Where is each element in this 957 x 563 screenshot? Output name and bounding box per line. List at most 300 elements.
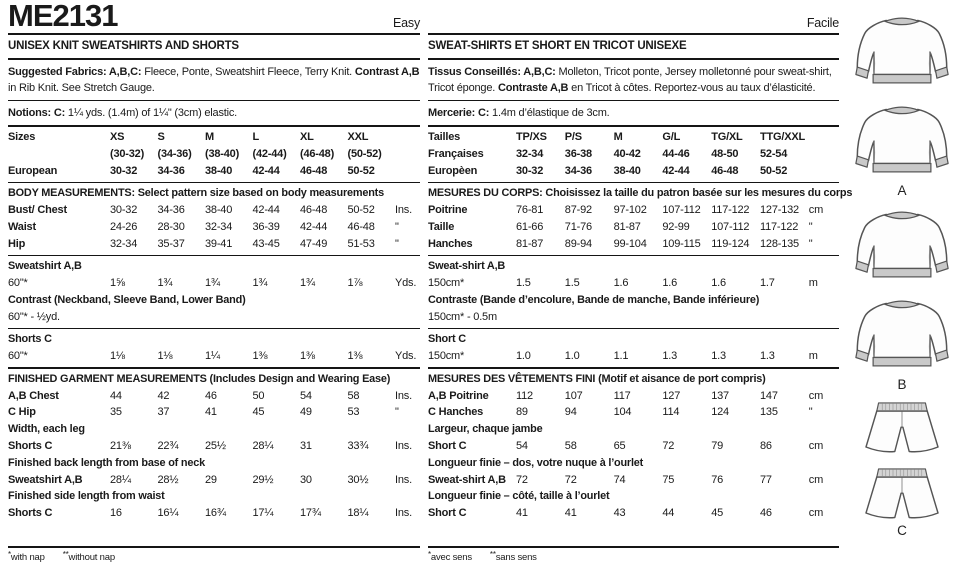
value-cell: 38-40 bbox=[205, 164, 233, 177]
value-cell: 42-44 bbox=[300, 220, 328, 233]
value-cell: 1⅛ bbox=[110, 350, 125, 363]
view-label: C bbox=[897, 523, 907, 538]
sweatshirt-b-back-illustration bbox=[852, 296, 952, 392]
value-cell: 24-26 bbox=[110, 220, 138, 233]
value-cell: 44-46 bbox=[662, 147, 690, 160]
value-cell: 137 bbox=[711, 389, 729, 402]
value-cell: 33¾ bbox=[347, 439, 369, 452]
table-row bbox=[428, 163, 839, 180]
unit-cell: " bbox=[808, 220, 813, 233]
row-label: Taille bbox=[428, 220, 455, 233]
pattern-number: ME2131 bbox=[8, 0, 118, 33]
value-cell: 36-39 bbox=[252, 220, 280, 233]
value-cell: 104 bbox=[613, 406, 632, 419]
value-cell: 76 bbox=[711, 473, 724, 486]
notions-text-en: 1¼ yds. (1.4m) of 1¼" (3cm) elastic. bbox=[65, 107, 238, 120]
value-cell: 21⅜ bbox=[110, 439, 131, 452]
header-row-en bbox=[8, 0, 420, 31]
value-cell: 29½ bbox=[252, 473, 274, 486]
footnote-text: avec sens bbox=[430, 551, 472, 563]
fabrics-text-en: Fleece, Ponte, Sweatshirt Fleece, Terry Knit. bbox=[141, 65, 355, 78]
value-cell: (30-32) bbox=[110, 147, 145, 160]
footnote-item bbox=[8, 549, 45, 563]
unit-cell bbox=[395, 163, 420, 180]
value-cell: 42-44 bbox=[662, 164, 690, 177]
divider bbox=[8, 100, 420, 102]
value-cell: 34-36 bbox=[564, 164, 592, 177]
shorts-icon bbox=[857, 400, 947, 458]
suggested-fabrics-fr bbox=[428, 62, 839, 98]
value-cell: 40-42 bbox=[613, 147, 641, 160]
value-cell: 1⅞ bbox=[347, 277, 363, 290]
divider bbox=[428, 33, 839, 35]
unit-cell bbox=[395, 129, 420, 146]
value-cell: 109-115 bbox=[662, 237, 701, 250]
row-label: Shorts C bbox=[8, 439, 53, 452]
table-row bbox=[8, 472, 420, 489]
unit-cell: cm bbox=[808, 389, 824, 402]
value-cell: P/S bbox=[564, 131, 582, 144]
table-row bbox=[8, 236, 420, 253]
value-cell: 1⅝ bbox=[110, 277, 125, 290]
value-cell: 58 bbox=[564, 439, 577, 452]
value-cell: 45 bbox=[711, 507, 724, 520]
divider bbox=[8, 125, 420, 127]
shorts-c-back-illustration bbox=[852, 466, 952, 538]
garment-title-en: UNISEX KNIT SWEATSHIRTS AND SHORTS bbox=[8, 39, 239, 52]
divider bbox=[8, 255, 420, 257]
value-cell: 30-32 bbox=[516, 164, 544, 177]
section-heading: FINISHED GARMENT MEASUREMENTS (Includes Design and Wearing Ease) bbox=[8, 372, 391, 385]
table-row bbox=[428, 348, 839, 365]
section-heading: Width, each leg bbox=[8, 423, 85, 436]
row-label: Tailles bbox=[428, 131, 461, 144]
contrast-label-fr: Contraste A,B bbox=[497, 81, 569, 94]
footnote-item bbox=[62, 549, 115, 563]
fabrics-label-en: Suggested Fabrics: A,B,C: bbox=[8, 65, 142, 78]
value-cell: 92-99 bbox=[662, 220, 690, 233]
divider bbox=[428, 328, 839, 330]
table-row bbox=[8, 129, 420, 146]
value-cell: 39-41 bbox=[205, 237, 233, 250]
value-cell: 72 bbox=[516, 473, 528, 486]
value-cell: TTG/XXL bbox=[759, 131, 806, 144]
asterisk-marker: ** bbox=[62, 549, 69, 559]
table-row bbox=[428, 505, 839, 522]
unit-cell: m bbox=[808, 277, 818, 290]
value-cell: 38-40 bbox=[613, 164, 641, 177]
section-heading: Largeur, chaque jambe bbox=[428, 423, 543, 436]
value-cell: 1⅜ bbox=[300, 350, 315, 363]
unit-cell: Ins. bbox=[395, 473, 412, 486]
value-cell: 112 bbox=[516, 389, 533, 402]
divider bbox=[428, 58, 839, 60]
table-row bbox=[428, 129, 839, 146]
value-cell: 45 bbox=[252, 406, 265, 419]
value-cell: 135 bbox=[759, 406, 778, 419]
value-cell: 1¾ bbox=[205, 277, 220, 290]
row-label bbox=[8, 146, 110, 163]
unit-cell bbox=[809, 146, 839, 163]
unit-cell bbox=[809, 129, 839, 146]
value-cell: 89-94 bbox=[564, 237, 592, 250]
value-cell: 86 bbox=[759, 439, 772, 452]
value-cell: 117-122 bbox=[759, 220, 799, 233]
unit-cell: " bbox=[808, 237, 813, 250]
sweatshirt-icon bbox=[855, 13, 949, 95]
value-cell: 32-34 bbox=[110, 237, 138, 250]
value-cell: 1¾ bbox=[300, 277, 315, 290]
value-cell: 74 bbox=[613, 473, 626, 486]
value-cell: (34-36) bbox=[157, 147, 192, 160]
header-row-fr bbox=[428, 0, 839, 31]
value-cell: XXL bbox=[347, 131, 369, 144]
view-label: A bbox=[897, 183, 907, 198]
footnote-text: with nap bbox=[10, 551, 45, 563]
value-cell: 36-38 bbox=[564, 147, 592, 160]
contrast-text-fr: en Tricot à côtes. Reportez-vous au taux d’élasticité. bbox=[568, 81, 816, 94]
value-cell: 71-76 bbox=[564, 220, 592, 233]
asterisk-marker: * bbox=[428, 549, 431, 559]
value-cell: 29 bbox=[205, 473, 217, 486]
value-cell: 97-102 bbox=[613, 204, 647, 217]
row-label: Sweatshirt A,B bbox=[8, 473, 83, 486]
sweatshirt-b-front-illustration bbox=[852, 207, 952, 289]
value-cell: 16¼ bbox=[157, 507, 179, 520]
french-column bbox=[428, 0, 853, 563]
footnote-fr bbox=[428, 549, 839, 563]
value-cell: TP/XS bbox=[516, 131, 547, 144]
table-row bbox=[8, 388, 420, 405]
row-label: Shorts C bbox=[8, 507, 53, 520]
section-heading: Sweatshirt A,B bbox=[8, 260, 82, 273]
section-heading: Sweat-shirt A,B bbox=[428, 260, 506, 273]
value-cell: 43 bbox=[613, 507, 626, 520]
spacer bbox=[428, 522, 839, 544]
row-label: Françaises bbox=[428, 147, 484, 160]
table-row bbox=[8, 404, 420, 421]
value-cell: 58 bbox=[347, 389, 360, 402]
row-label: A,B Poitrine bbox=[428, 389, 489, 402]
unit-cell bbox=[809, 163, 839, 180]
table-row bbox=[428, 404, 839, 421]
row-label: A,B Chest bbox=[8, 389, 59, 402]
value-cell: 28¼ bbox=[252, 439, 274, 452]
value-cell: 1.0 bbox=[564, 350, 580, 363]
yardage-note: 60"* - ½yd. bbox=[8, 310, 60, 323]
footnote-item bbox=[489, 549, 537, 563]
divider bbox=[428, 100, 839, 102]
value-cell: 107 bbox=[564, 389, 583, 402]
row-label: C Hanches bbox=[428, 406, 484, 419]
divider bbox=[8, 58, 420, 60]
value-cell: M bbox=[613, 131, 623, 144]
unit-cell: " bbox=[395, 406, 399, 419]
value-cell: 1⅜ bbox=[347, 350, 363, 363]
value-cell: 87-92 bbox=[564, 204, 592, 217]
value-cell: 46-48 bbox=[300, 164, 328, 177]
value-cell: 46-48 bbox=[347, 220, 375, 233]
unit-cell: cm bbox=[808, 473, 824, 486]
section-heading: BODY MEASUREMENTS: Select pattern size based on body measurements bbox=[8, 187, 384, 200]
footnote-item bbox=[428, 549, 472, 563]
value-cell: 1⅜ bbox=[252, 350, 268, 363]
unit-cell: Ins. bbox=[395, 439, 412, 452]
value-cell: 17¼ bbox=[252, 507, 274, 520]
divider bbox=[8, 328, 420, 330]
notions-fr bbox=[428, 103, 839, 123]
value-cell: 16 bbox=[110, 507, 122, 520]
asterisk-marker: ** bbox=[489, 549, 496, 559]
table-row bbox=[428, 472, 839, 489]
value-cell: 50-52 bbox=[347, 164, 375, 177]
notions-text-fr: 1.4m d’élastique de 3cm. bbox=[489, 107, 610, 120]
value-cell: 127-132 bbox=[759, 204, 799, 217]
value-cell: 42-44 bbox=[252, 164, 280, 177]
divider bbox=[8, 33, 420, 35]
row-label: C Hip bbox=[8, 406, 36, 419]
value-cell: 1¾ bbox=[157, 277, 173, 290]
value-cell: 65 bbox=[613, 439, 626, 452]
table-row bbox=[8, 275, 420, 292]
row-label: Hanches bbox=[428, 237, 473, 250]
value-cell: 32-34 bbox=[205, 220, 233, 233]
yardage-note: 150cm* - 0.5m bbox=[428, 310, 497, 323]
value-cell: 117 bbox=[613, 389, 631, 402]
difficulty-label-en: Easy bbox=[393, 16, 420, 30]
value-cell: 77 bbox=[759, 473, 772, 486]
value-cell: 114 bbox=[662, 406, 680, 419]
value-cell: 1.6 bbox=[662, 277, 678, 290]
table-row bbox=[8, 219, 420, 236]
divider bbox=[428, 546, 839, 548]
value-cell: 107-112 bbox=[711, 220, 750, 233]
value-cell: 54 bbox=[516, 439, 528, 452]
table-row bbox=[8, 505, 420, 522]
unit-cell: Ins. bbox=[395, 507, 412, 520]
value-cell: 37 bbox=[157, 406, 170, 419]
value-cell: (38-40) bbox=[205, 147, 240, 160]
section-heading: Contrast (Neckband, Sleeve Band, Lower Band) bbox=[8, 293, 246, 306]
value-cell: 1.3 bbox=[759, 350, 775, 363]
asterisk-marker: * bbox=[8, 549, 11, 559]
table-row bbox=[8, 202, 420, 219]
section-heading: Contraste (Bande d’encolure, Bande de manche, Bande inférieure) bbox=[428, 293, 760, 306]
value-cell: G/L bbox=[662, 131, 681, 144]
unit-cell: cm bbox=[808, 439, 824, 452]
row-label: Sweat-shirt A,B bbox=[428, 473, 506, 486]
table-row bbox=[428, 146, 839, 163]
value-cell: (50-52) bbox=[347, 147, 382, 160]
value-cell: (46-48) bbox=[300, 147, 335, 160]
value-cell: 79 bbox=[711, 439, 724, 452]
value-cell: 1.7 bbox=[759, 277, 775, 290]
divider bbox=[8, 546, 420, 548]
value-cell: 17¾ bbox=[300, 507, 321, 520]
row-label: European bbox=[8, 164, 58, 177]
value-cell: 31 bbox=[300, 439, 312, 452]
value-cell: 1.3 bbox=[711, 350, 726, 363]
value-cell: TG/XL bbox=[711, 131, 743, 144]
divider bbox=[428, 255, 839, 257]
value-cell: 61-66 bbox=[516, 220, 544, 233]
section-heading: Shorts C bbox=[8, 333, 52, 346]
view-label: B bbox=[897, 377, 907, 392]
value-cell: XL bbox=[300, 131, 314, 144]
value-cell: 1¼ bbox=[205, 350, 220, 363]
value-cell: 54 bbox=[300, 389, 312, 402]
table-row bbox=[428, 388, 839, 405]
value-cell: 72 bbox=[564, 473, 577, 486]
value-cell: 1¾ bbox=[252, 277, 268, 290]
value-cell: 124 bbox=[711, 406, 729, 419]
row-label: 150cm* bbox=[428, 277, 465, 290]
footnote-text: without nap bbox=[68, 551, 115, 563]
garment-title-fr: SWEAT-SHIRTS ET SHORT EN TRICOT UNISEXE bbox=[428, 39, 687, 52]
value-cell: L bbox=[252, 131, 260, 144]
divider bbox=[8, 367, 420, 369]
row-label: Short C bbox=[428, 507, 467, 520]
size-table-en bbox=[8, 129, 420, 548]
value-cell: 30½ bbox=[347, 473, 369, 486]
value-cell: 49 bbox=[300, 406, 312, 419]
value-cell: 89 bbox=[516, 406, 528, 419]
value-cell: 117-122 bbox=[711, 204, 750, 217]
size-table-fr bbox=[428, 129, 853, 548]
shorts-c-front-illustration bbox=[852, 400, 952, 458]
value-cell: 22¾ bbox=[157, 439, 179, 452]
value-cell: 147 bbox=[759, 389, 778, 402]
value-cell: 46-48 bbox=[300, 204, 328, 217]
notions-label-fr: Mercerie: C: bbox=[428, 107, 490, 120]
value-cell: 41 bbox=[564, 507, 577, 520]
value-cell: 1.1 bbox=[613, 350, 629, 363]
row-label: Short C bbox=[428, 439, 467, 452]
row-label: Waist bbox=[8, 220, 36, 233]
value-cell: 25½ bbox=[205, 439, 226, 452]
unit-cell: " bbox=[808, 406, 813, 419]
unit-cell: " bbox=[395, 220, 399, 233]
value-cell: 18¼ bbox=[347, 507, 369, 520]
value-cell: 30 bbox=[300, 473, 312, 486]
garment-views-sidebar bbox=[852, 0, 952, 538]
value-cell: 119-124 bbox=[711, 237, 750, 250]
value-cell: S bbox=[157, 131, 165, 144]
section-heading: MESURES DES VÊTEMENTS FINI (Motif et aisance de port compris) bbox=[428, 372, 766, 385]
value-cell: 1.5 bbox=[564, 277, 580, 290]
value-cell: 47-49 bbox=[300, 237, 328, 250]
row-label: Bust/ Chest bbox=[8, 204, 67, 217]
divider bbox=[8, 182, 420, 184]
value-cell: 35 bbox=[110, 406, 122, 419]
value-cell: 32-34 bbox=[516, 147, 544, 160]
contrast-text-en: in Rib Knit. See Stretch Gauge. bbox=[8, 81, 155, 94]
table-row bbox=[428, 219, 839, 236]
value-cell: 44 bbox=[110, 389, 122, 402]
notions-label-en: Notions: C: bbox=[8, 107, 66, 120]
shorts-icon bbox=[857, 466, 947, 524]
table-row bbox=[8, 163, 420, 180]
value-cell: (42-44) bbox=[252, 147, 287, 160]
value-cell: 1.6 bbox=[711, 277, 726, 290]
value-cell: 28½ bbox=[157, 473, 179, 486]
unit-cell: cm bbox=[808, 204, 824, 217]
unit-cell: " bbox=[395, 237, 399, 250]
value-cell: 35-37 bbox=[157, 237, 185, 250]
value-cell: 53 bbox=[347, 406, 360, 419]
row-label: 60"* bbox=[8, 277, 28, 290]
section-heading: Short C bbox=[428, 333, 466, 346]
sweatshirt-icon bbox=[855, 102, 949, 184]
value-cell: 128-135 bbox=[759, 237, 799, 250]
table-row bbox=[428, 275, 839, 292]
sweatshirt-a-front-illustration bbox=[852, 13, 952, 95]
value-cell: 107-112 bbox=[662, 204, 701, 217]
unit-cell: m bbox=[808, 350, 818, 363]
value-cell: 94 bbox=[564, 406, 577, 419]
contrast-label-en: Contrast A,B bbox=[354, 65, 420, 78]
sweatshirt-icon bbox=[855, 296, 949, 378]
value-cell: 46-48 bbox=[711, 164, 739, 177]
value-cell: 50-52 bbox=[759, 164, 788, 177]
divider bbox=[428, 182, 839, 184]
value-cell: 1.6 bbox=[613, 277, 629, 290]
value-cell: 76-81 bbox=[516, 204, 544, 217]
value-cell: 46 bbox=[759, 507, 772, 520]
value-cell: 42-44 bbox=[252, 204, 280, 217]
table-row bbox=[428, 438, 839, 455]
table-row bbox=[428, 202, 839, 219]
value-cell: 1⅛ bbox=[157, 350, 173, 363]
row-label: 150cm* bbox=[428, 350, 465, 363]
value-cell: M bbox=[205, 131, 214, 144]
value-cell: 75 bbox=[662, 473, 675, 486]
unit-cell: Yds. bbox=[395, 277, 417, 290]
spacer bbox=[8, 522, 420, 544]
row-label: Poitrine bbox=[428, 204, 468, 217]
unit-cell: Ins. bbox=[395, 204, 412, 217]
value-cell: 41 bbox=[205, 406, 217, 419]
value-cell: 42 bbox=[157, 389, 170, 402]
value-cell: 48-50 bbox=[711, 147, 739, 160]
section-heading: Finished back length from base of neck bbox=[8, 456, 205, 469]
value-cell: 1.0 bbox=[516, 350, 531, 363]
value-cell: 50 bbox=[252, 389, 265, 402]
unit-cell: cm bbox=[808, 507, 824, 520]
value-cell: 46 bbox=[205, 389, 217, 402]
value-cell: 38-40 bbox=[205, 204, 233, 217]
row-label: Hip bbox=[8, 237, 26, 250]
value-cell: 1.5 bbox=[516, 277, 531, 290]
section-heading: MESURES DU CORPS: Choisissez la taille du patron basée sur les mesures du corps bbox=[428, 187, 853, 200]
table-row bbox=[428, 236, 839, 253]
section-heading: Finished side length from waist bbox=[8, 490, 165, 503]
row-label: Europèen bbox=[428, 164, 478, 177]
section-heading: Longueur finie – dos, votre nuque à l’ourlet bbox=[428, 456, 644, 469]
value-cell: XS bbox=[110, 131, 125, 144]
unit-cell: Yds. bbox=[395, 350, 417, 363]
table-row bbox=[8, 146, 420, 163]
fabrics-text-fr: Molleton, Tricot ponte, Jersey molletonné pour sweat-shirt, Tricot éponge. bbox=[428, 65, 832, 94]
value-cell: 127 bbox=[662, 389, 681, 402]
fabrics-label-fr: Tissus Conseillés: A,B,C: bbox=[428, 65, 556, 78]
value-cell: 44 bbox=[662, 507, 675, 520]
row-label: 60"* bbox=[8, 350, 28, 363]
sweatshirt-icon bbox=[855, 207, 949, 289]
value-cell: 1.3 bbox=[662, 350, 678, 363]
value-cell: 72 bbox=[662, 439, 675, 452]
english-column bbox=[8, 0, 420, 563]
